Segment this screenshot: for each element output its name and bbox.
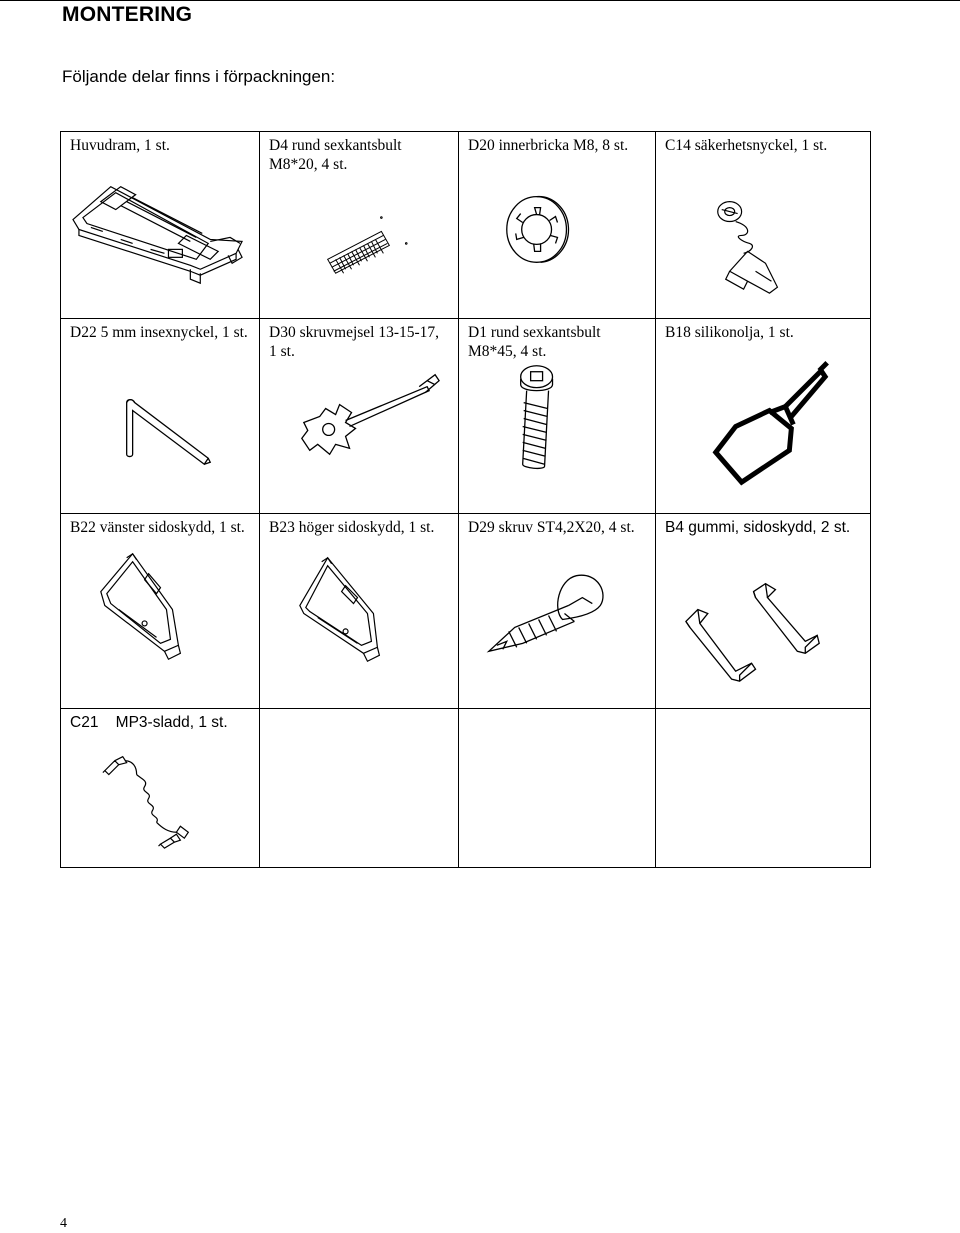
- treadmill-frame-icon: [61, 132, 259, 318]
- short-bolt-icon: [260, 132, 458, 318]
- part-cell: [61, 132, 260, 319]
- long-bolt-icon: [459, 319, 655, 513]
- empty-cell: [656, 709, 871, 868]
- part-label: B23 höger sidoskydd, 1 st.: [269, 519, 435, 536]
- part-label: D4 rund sexkantsbult M8*20, 4 st.: [269, 137, 402, 173]
- page-number: 4: [60, 1216, 67, 1231]
- empty-cell: [260, 709, 459, 868]
- part-label: B22 vänster sidoskydd, 1 st.: [70, 519, 245, 536]
- allen-key-icon: [61, 319, 259, 513]
- right-side-cover-icon: [260, 514, 458, 708]
- part-cell: [260, 319, 459, 514]
- mp3-cable-icon: [61, 709, 259, 867]
- part-cell: [656, 514, 871, 709]
- part-cell: [260, 132, 459, 319]
- part-cell: [459, 319, 656, 514]
- part-label: D20 innerbricka M8, 8 st.: [468, 137, 629, 154]
- part-label: D29 skruv ST4,2X20, 4 st.: [468, 519, 635, 536]
- lock-washer-icon: [459, 132, 655, 318]
- part-label: B18 silikonolja, 1 st.: [665, 324, 794, 341]
- top-rule: [0, 0, 960, 1]
- empty-cell: [459, 709, 656, 868]
- part-label: B4 gummi, sidoskydd, 2 st.: [665, 519, 851, 536]
- part-label: Huvudram, 1 st.: [70, 137, 170, 154]
- part-cell: [656, 132, 871, 319]
- part-cell: [459, 132, 656, 319]
- part-cell: [260, 514, 459, 709]
- silicone-oil-bottle-icon: [656, 319, 870, 513]
- part-label: D30 skruvmejsel 13-15-17, 1 st.: [269, 324, 440, 360]
- part-label: D22 5 mm insexnyckel, 1 st.: [70, 324, 248, 341]
- intro-text: Följande delar finns i förpackningen:: [62, 67, 336, 86]
- part-label: D1 rund sexkantsbult M8*45, 4 st.: [468, 324, 601, 360]
- self-tapping-screw-icon: [459, 514, 655, 708]
- screwdriver-wrench-icon: [260, 319, 458, 513]
- part-cell: [61, 319, 260, 514]
- parts-table: [60, 131, 871, 868]
- part-label: C21 MP3-sladd, 1 st.: [70, 714, 228, 731]
- rubber-feet-icon: [656, 514, 870, 708]
- part-cell: [656, 319, 871, 514]
- left-side-cover-icon: [61, 514, 259, 708]
- part-cell: [61, 514, 260, 709]
- safety-key-icon: [656, 132, 870, 318]
- page-title: MONTERING: [62, 3, 193, 26]
- part-label: C14 säkerhetsnyckel, 1 st.: [665, 137, 828, 154]
- part-cell: [61, 709, 260, 868]
- part-cell: [459, 514, 656, 709]
